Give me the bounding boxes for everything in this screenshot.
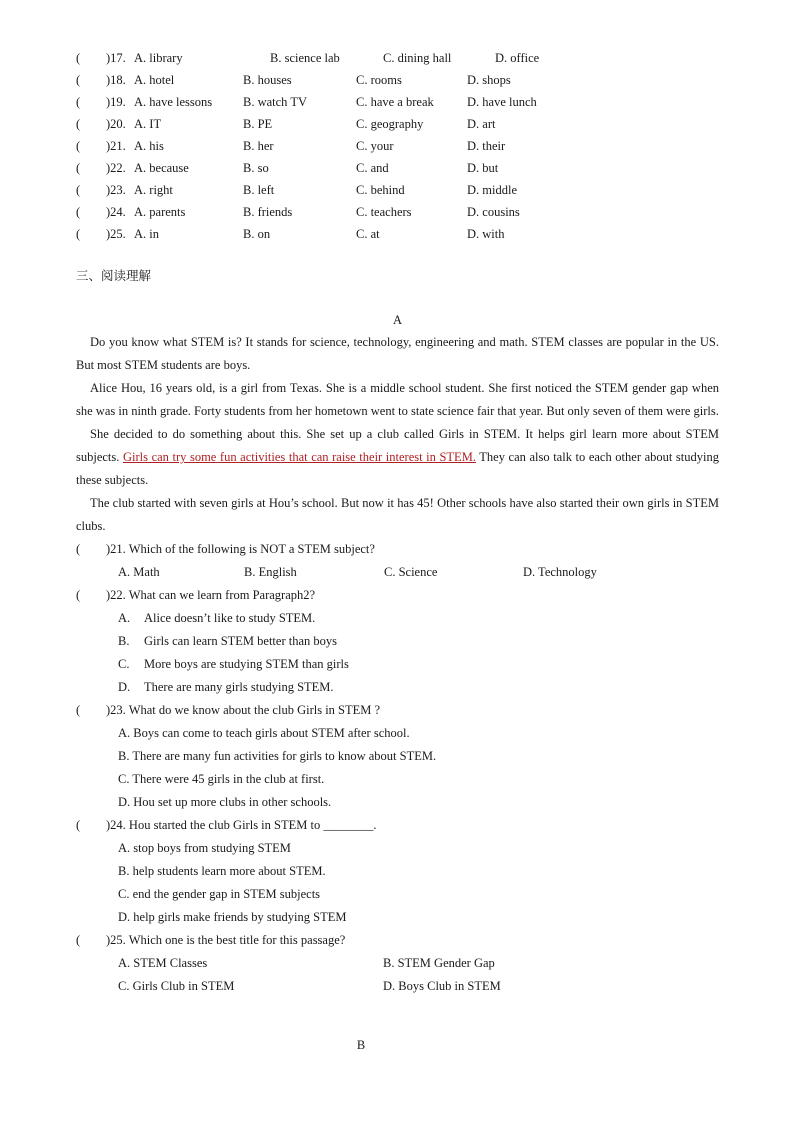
option-b: B. so bbox=[243, 161, 269, 175]
option-a: A. STEM Classes bbox=[118, 956, 208, 970]
question-number: )20. bbox=[106, 117, 126, 131]
option-c: C. end the gender gap in STEM subjects bbox=[118, 887, 321, 901]
question-number: )18. bbox=[106, 73, 126, 87]
option-b: B. English bbox=[244, 565, 297, 579]
answer-paren: ( bbox=[76, 117, 81, 131]
paragraph-3-end: They can also talk to each other about studying these subjects. bbox=[76, 450, 719, 487]
cloze-row-18 bbox=[76, 69, 719, 91]
answer-paren: ( bbox=[76, 183, 81, 197]
option-c: C. geography bbox=[356, 117, 424, 131]
question-23 bbox=[76, 699, 719, 722]
option-c: C. have a break bbox=[356, 95, 434, 109]
option-b: B. help students learn more about STEM. bbox=[118, 864, 326, 878]
option-b: B. PE bbox=[243, 117, 273, 131]
answer-paren: ( bbox=[76, 933, 81, 947]
option-c: C. teachers bbox=[356, 205, 412, 219]
question-number: )21. bbox=[106, 139, 126, 153]
option-a: A. have lessons bbox=[134, 95, 213, 109]
answer-paren: ( bbox=[76, 703, 81, 717]
passage-b-title: B bbox=[356, 1038, 366, 1052]
answer-paren: ( bbox=[76, 588, 81, 602]
option-c: C. rooms bbox=[356, 73, 402, 87]
option-d: D. but bbox=[467, 161, 499, 175]
question-number: )24. Hou started the club Girls in STEM to ________. bbox=[106, 818, 377, 832]
option-d: D. with bbox=[467, 227, 505, 241]
question-25 bbox=[76, 929, 719, 952]
cloze-row-19 bbox=[76, 91, 719, 113]
answer-paren: ( bbox=[76, 51, 81, 65]
option-b: B. on bbox=[243, 227, 271, 241]
cloze-row-23 bbox=[76, 179, 719, 201]
option-c: C. dining hall bbox=[383, 51, 452, 65]
option-d: D. Hou set up more clubs in other schools. bbox=[118, 795, 332, 809]
question-text: What do we know about the club Girls in STEM ? bbox=[128, 703, 381, 717]
option-d: D. Technology bbox=[523, 565, 597, 579]
option-c: C. and bbox=[356, 161, 389, 175]
answer-paren: ( bbox=[76, 227, 81, 241]
question-number: )22. What can we learn from Paragraph2? bbox=[106, 588, 316, 602]
paragraph-3-start: She decided to do something about this. She set up a club called Girls in STEM. It helps girl learn more about STEM subjects. bbox=[76, 427, 719, 464]
option-a: A. stop boys from studying STEM bbox=[118, 841, 291, 855]
passage-a-title: A bbox=[392, 313, 403, 327]
cloze-row-22 bbox=[76, 157, 719, 179]
option-c: C. More boys are studying STEM than girls bbox=[118, 657, 349, 671]
option-b: B. her bbox=[243, 139, 274, 153]
option-a: A. parents bbox=[134, 205, 186, 219]
question-25-options-row-1 bbox=[76, 952, 719, 975]
option-d: D. cousins bbox=[467, 205, 520, 219]
option-a: A. IT bbox=[134, 117, 162, 131]
option-d: D. There are many girls studying STEM. bbox=[118, 680, 334, 694]
question-number: )19. bbox=[106, 95, 126, 109]
cloze-options bbox=[76, 47, 719, 245]
option-b: B. There are many fun activities for girls to know about STEM. bbox=[118, 749, 437, 763]
cloze-row-21 bbox=[76, 135, 719, 157]
option-d: D. have lunch bbox=[467, 95, 537, 109]
option-a: A. library bbox=[134, 51, 183, 65]
passage-paragraph-3 bbox=[76, 423, 719, 492]
option-a: A. Math bbox=[118, 565, 160, 579]
cloze-row-25 bbox=[76, 223, 719, 245]
section-title: 三、阅读理解 bbox=[76, 268, 152, 283]
question-text: Hou started the club Girls in STEM to ________. bbox=[128, 818, 377, 832]
answer-paren: ( bbox=[76, 161, 81, 175]
option-b: B. friends bbox=[243, 205, 293, 219]
question-24 bbox=[76, 814, 719, 837]
question-number: )23. bbox=[106, 183, 126, 197]
option-c: C. Girls Club in STEM bbox=[118, 979, 235, 993]
question-number: )23. What do we know about the club Girls in STEM ? bbox=[106, 703, 381, 717]
question-number: )24. bbox=[106, 205, 126, 219]
question-number: )25. Which one is the best title for this passage? bbox=[106, 933, 346, 947]
answer-paren: ( bbox=[76, 818, 81, 832]
option-c: C. at bbox=[356, 227, 380, 241]
option-d: D. Boys Club in STEM bbox=[383, 979, 501, 993]
option-d: D. art bbox=[467, 117, 496, 131]
option-d: D. their bbox=[467, 139, 506, 153]
passage-paragraph-1: Do you know what STEM is? It stands for science, technology, engineering and math. STEM classes are popular in the US. But most STEM students are boys. bbox=[76, 335, 719, 372]
option-a: A. because bbox=[134, 161, 189, 175]
option-c: C. behind bbox=[356, 183, 405, 197]
option-c: C. your bbox=[356, 139, 394, 153]
question-21 bbox=[76, 538, 719, 561]
answer-paren: ( bbox=[76, 542, 81, 556]
option-d: D. shops bbox=[467, 73, 511, 87]
cloze-row-17 bbox=[76, 47, 719, 69]
question-22 bbox=[76, 584, 719, 607]
question-text: Which one is the best title for this passage? bbox=[128, 933, 346, 947]
cloze-row-24 bbox=[76, 201, 719, 223]
passage-paragraph-4: The club started with seven girls at Hou’s school. But now it has 45! Other schools have also started their own girls in STEM clubs. bbox=[76, 496, 719, 533]
passage-paragraph-2: Alice Hou, 16 years old, is a girl from Texas. She is a middle school student. She first noticed the STEM gender gap when she was in ninth grade. Forty students from her hometown went to state science fair that year. But only seven of them were girls. bbox=[76, 381, 719, 418]
option-b: B. STEM Gender Gap bbox=[383, 956, 495, 970]
option-c: C. Science bbox=[384, 565, 438, 579]
option-d: D. middle bbox=[467, 183, 517, 197]
option-b: B. left bbox=[243, 183, 275, 197]
option-b: B. Girls can learn STEM better than boys bbox=[118, 634, 338, 648]
option-b: B. science lab bbox=[270, 51, 340, 65]
highlighted-sentence: Girls can try some fun activities that can raise their interest in STEM. bbox=[122, 450, 476, 464]
question-21-options bbox=[76, 561, 719, 584]
option-d: D. office bbox=[495, 51, 540, 65]
question-text: Which of the following is NOT a STEM subject? bbox=[128, 542, 375, 556]
option-a: A. Alice doesn’t like to study STEM. bbox=[118, 611, 316, 625]
question-number: )22. bbox=[106, 161, 126, 175]
option-c: C. There were 45 girls in the club at first. bbox=[118, 772, 325, 786]
question-25-options-row-2 bbox=[76, 975, 719, 998]
option-a: A. Boys can come to teach girls about STEM after school. bbox=[118, 726, 410, 740]
option-a: A. in bbox=[134, 227, 159, 241]
question-text: What can we learn from Paragraph2? bbox=[128, 588, 316, 602]
answer-paren: ( bbox=[76, 205, 81, 219]
answer-paren: ( bbox=[76, 73, 81, 87]
option-b: B. watch TV bbox=[243, 95, 307, 109]
option-b: B. houses bbox=[243, 73, 292, 87]
question-number: )25. bbox=[106, 227, 126, 241]
question-number: )17. bbox=[106, 51, 126, 65]
option-a: A. right bbox=[134, 183, 173, 197]
answer-paren: ( bbox=[76, 95, 81, 109]
question-number: )21. Which of the following is NOT a STEM subject? bbox=[106, 542, 375, 556]
option-d: D. help girls make friends by studying STEM bbox=[118, 910, 347, 924]
option-a: A. hotel bbox=[134, 73, 175, 87]
worksheet-page bbox=[76, 47, 719, 1052]
cloze-row-20 bbox=[76, 113, 719, 135]
option-a: A. his bbox=[134, 139, 164, 153]
answer-paren: ( bbox=[76, 139, 81, 153]
